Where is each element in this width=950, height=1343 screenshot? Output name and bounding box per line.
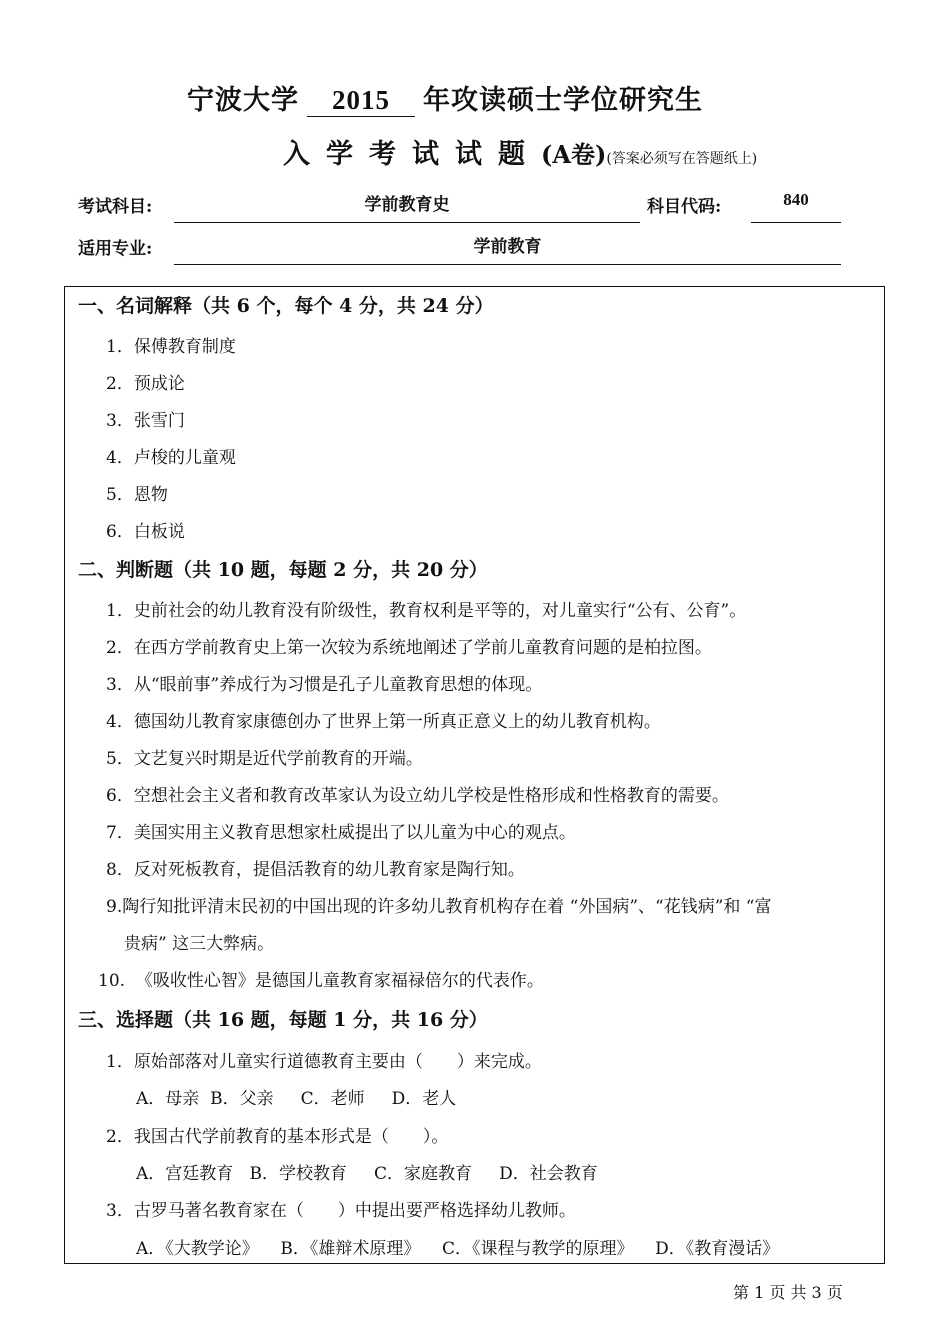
list-item: 6．白板说 [106, 522, 185, 542]
question-item: 1．原始部落对儿童实行道德教育主要由（ ）来完成。 [106, 1052, 542, 1072]
code-value: 840 [751, 190, 841, 223]
option: C．家庭教育 [374, 1164, 473, 1184]
exam-title-line2 [283, 132, 757, 171]
list-item: 3．张雪门 [106, 411, 185, 431]
section2-heading: 二、判断题（共 10 题，每题 2 分，共 20 分） [78, 559, 488, 581]
question-item: 2．我国古代学前教育的基本形式是（ ）。 [106, 1127, 449, 1147]
list-item: 5．恩物 [106, 485, 168, 505]
list-item: 3．从“眼前事”养成行为习惯是孔子儿童教育思想的体现。 [106, 675, 543, 695]
option-row [136, 1159, 598, 1184]
option: A．宫廷教育 [136, 1164, 234, 1184]
list-item: 2．在西方学前教育史上第一次较为系统地阐述了学前儿童教育问题的是柏拉图。 [106, 638, 712, 658]
question-box [64, 286, 885, 1264]
option-row [136, 1084, 456, 1109]
exam-title-line1 [0, 78, 890, 117]
exam-title: 入学考试试题 [283, 139, 541, 170]
question-item: 3．古罗马著名教育家在（ ）中提出要严格选择幼儿教师。 [106, 1201, 576, 1221]
option-row [136, 1234, 779, 1259]
list-item: 7．美国实用主义教育思想家杜威提出了以儿童为中心的观点。 [106, 823, 576, 843]
option: B．《雄辩术原理》 [280, 1239, 421, 1259]
code-label: 科目代码: [647, 197, 722, 217]
option: A．母亲 [136, 1089, 200, 1109]
section3-heading: 三、选择题（共 16 题，每题 1 分，共 16 分） [78, 1009, 488, 1031]
school-name: 宁波大学 [187, 85, 299, 116]
major-label: 适用专业: [78, 239, 153, 259]
list-item: 6．空想社会主义者和教育改革家认为设立幼儿学校是性格形成和性格教育的需要。 [106, 786, 729, 806]
option: D．社会教育 [499, 1164, 598, 1184]
major-value: 学前教育 [174, 232, 841, 265]
list-item: 10. 《吸收性心智》是德国儿童教育家福禄倍尔的代表作。 [98, 971, 544, 991]
option: D．《教育漫话》 [655, 1239, 780, 1259]
list-item: 9.陶行知批评清末民初的中国出现的许多幼儿教育机构存在着 “外国病”、“花钱病”和 “富 [106, 897, 772, 917]
option: B．父亲 [210, 1089, 274, 1109]
list-item: 1．保傅教育制度 [106, 337, 236, 357]
option: C．《课程与教学的原理》 [442, 1239, 634, 1259]
subject-label: 考试科目: [78, 197, 153, 217]
section1-heading: 一、名词解释（共 6 个，每个 4 分，共 24 分） [78, 295, 494, 317]
exam-year: 2015 [307, 85, 415, 117]
answer-note: (答案必须写在答题纸上) [606, 151, 758, 167]
list-item: 2．预成论 [106, 374, 185, 394]
page-number: 第 1 页 共 3 页 [733, 1283, 843, 1302]
option: B．学校教育 [249, 1164, 347, 1184]
list-item: 1．史前社会的幼儿教育没有阶级性，教育权利是平等的，对儿童实行“公有、公育”。 [106, 601, 747, 621]
subject-value: 学前教育史 [174, 190, 640, 223]
list-item: 5．文艺复兴时期是近代学前教育的开端。 [106, 749, 423, 769]
option: D．老人 [391, 1089, 457, 1109]
list-item: 4．德国幼儿教育家康德创办了世界上第一所真正意义上的幼儿教育机构。 [106, 712, 661, 732]
paper-type: (A卷) [541, 140, 607, 169]
title-suffix: 年攻读硕士学位研究生 [423, 85, 703, 116]
list-item: 4．卢梭的儿童观 [106, 448, 236, 468]
list-item-continuation: 贵病” 这三大弊病。 [124, 934, 275, 954]
list-item: 8．反对死板教育，提倡活教育的幼儿教育家是陶行知。 [106, 860, 525, 880]
option: A．《大教学论》 [136, 1239, 259, 1259]
option: C．老师 [300, 1089, 365, 1109]
